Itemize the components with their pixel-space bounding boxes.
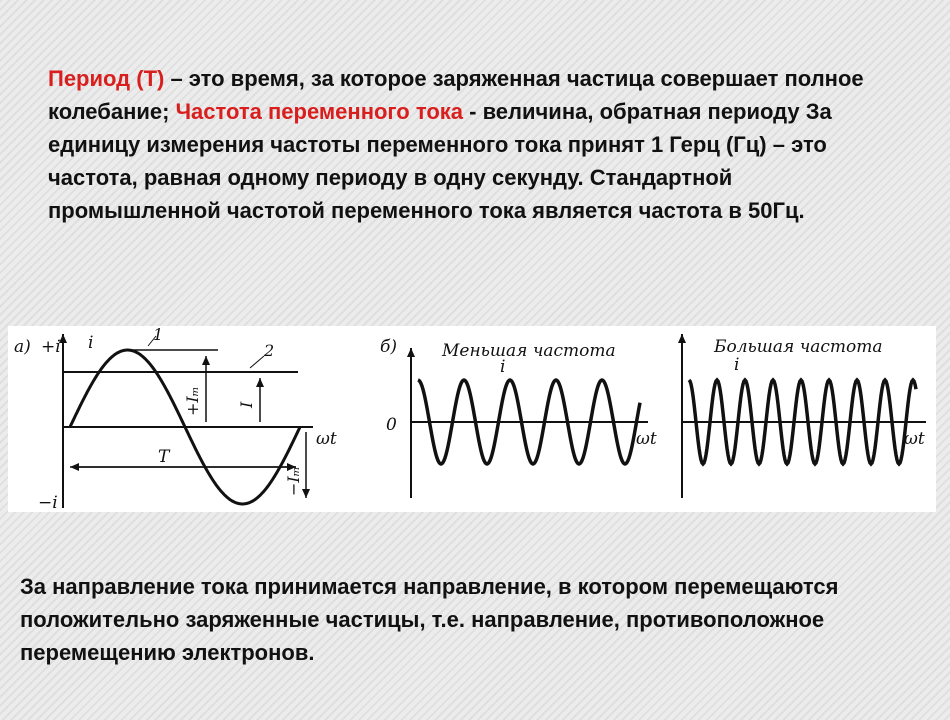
panel-a-y-neg-label: −i	[38, 493, 58, 512]
figure-svg	[8, 326, 936, 512]
definition-text-b: - величина, обратная периоду За единицу измерения частоты переменного тока принят 1 Герц (Гц) – это частота, равная одному периоду в одну секунду. Стандартной промышленной частотой переменного тока является частота в 50Гц.	[48, 99, 832, 223]
panel-b-high	[682, 334, 926, 498]
panel-b-high-x-axis-label: ωt	[904, 429, 925, 449]
amplitude-label: +Iₘ	[183, 386, 202, 416]
panel-a	[63, 334, 313, 508]
marker-1-label: 1	[153, 326, 164, 344]
neg-amplitude-label: −Iₘ	[284, 466, 303, 496]
marker-2-leader	[250, 356, 264, 368]
term-period: Период (Т)	[48, 66, 165, 91]
effective-label: I	[237, 401, 256, 408]
sine-wave-figure	[8, 326, 936, 512]
panel-a-x-axis-label: ωt	[316, 429, 337, 449]
panel-b-low	[411, 348, 648, 498]
panel-a-y-pos-label: +i	[41, 337, 61, 357]
panel-b-high-curve-label: i	[734, 355, 740, 375]
marker-2-label: 2	[264, 341, 275, 360]
definition-text-a: – это время, за которое заряженная частица совершает полное колебание;	[48, 66, 864, 124]
panel-b-zero-label: 0	[386, 415, 397, 435]
panel-b-label: б)	[380, 337, 398, 357]
panel-a-curve-label: i	[88, 333, 94, 353]
term-frequency: Частота переменного тока	[175, 99, 464, 124]
caption-high-frequency: Большая частота	[714, 337, 883, 357]
definition-paragraph	[48, 62, 908, 227]
panel-a-label: а)	[14, 337, 31, 357]
period-label: T	[158, 447, 170, 467]
caption-low-frequency: Меньшая частота	[442, 341, 616, 361]
panel-b-low-curve-label: i	[500, 357, 506, 377]
panel-b-low-x-axis-label: ωt	[636, 429, 657, 449]
direction-paragraph: За направление тока принимается направление, в котором перемещаются положительно заряженные частицы, т.е. направление, противоположное перемещению электронов.	[20, 574, 839, 665]
